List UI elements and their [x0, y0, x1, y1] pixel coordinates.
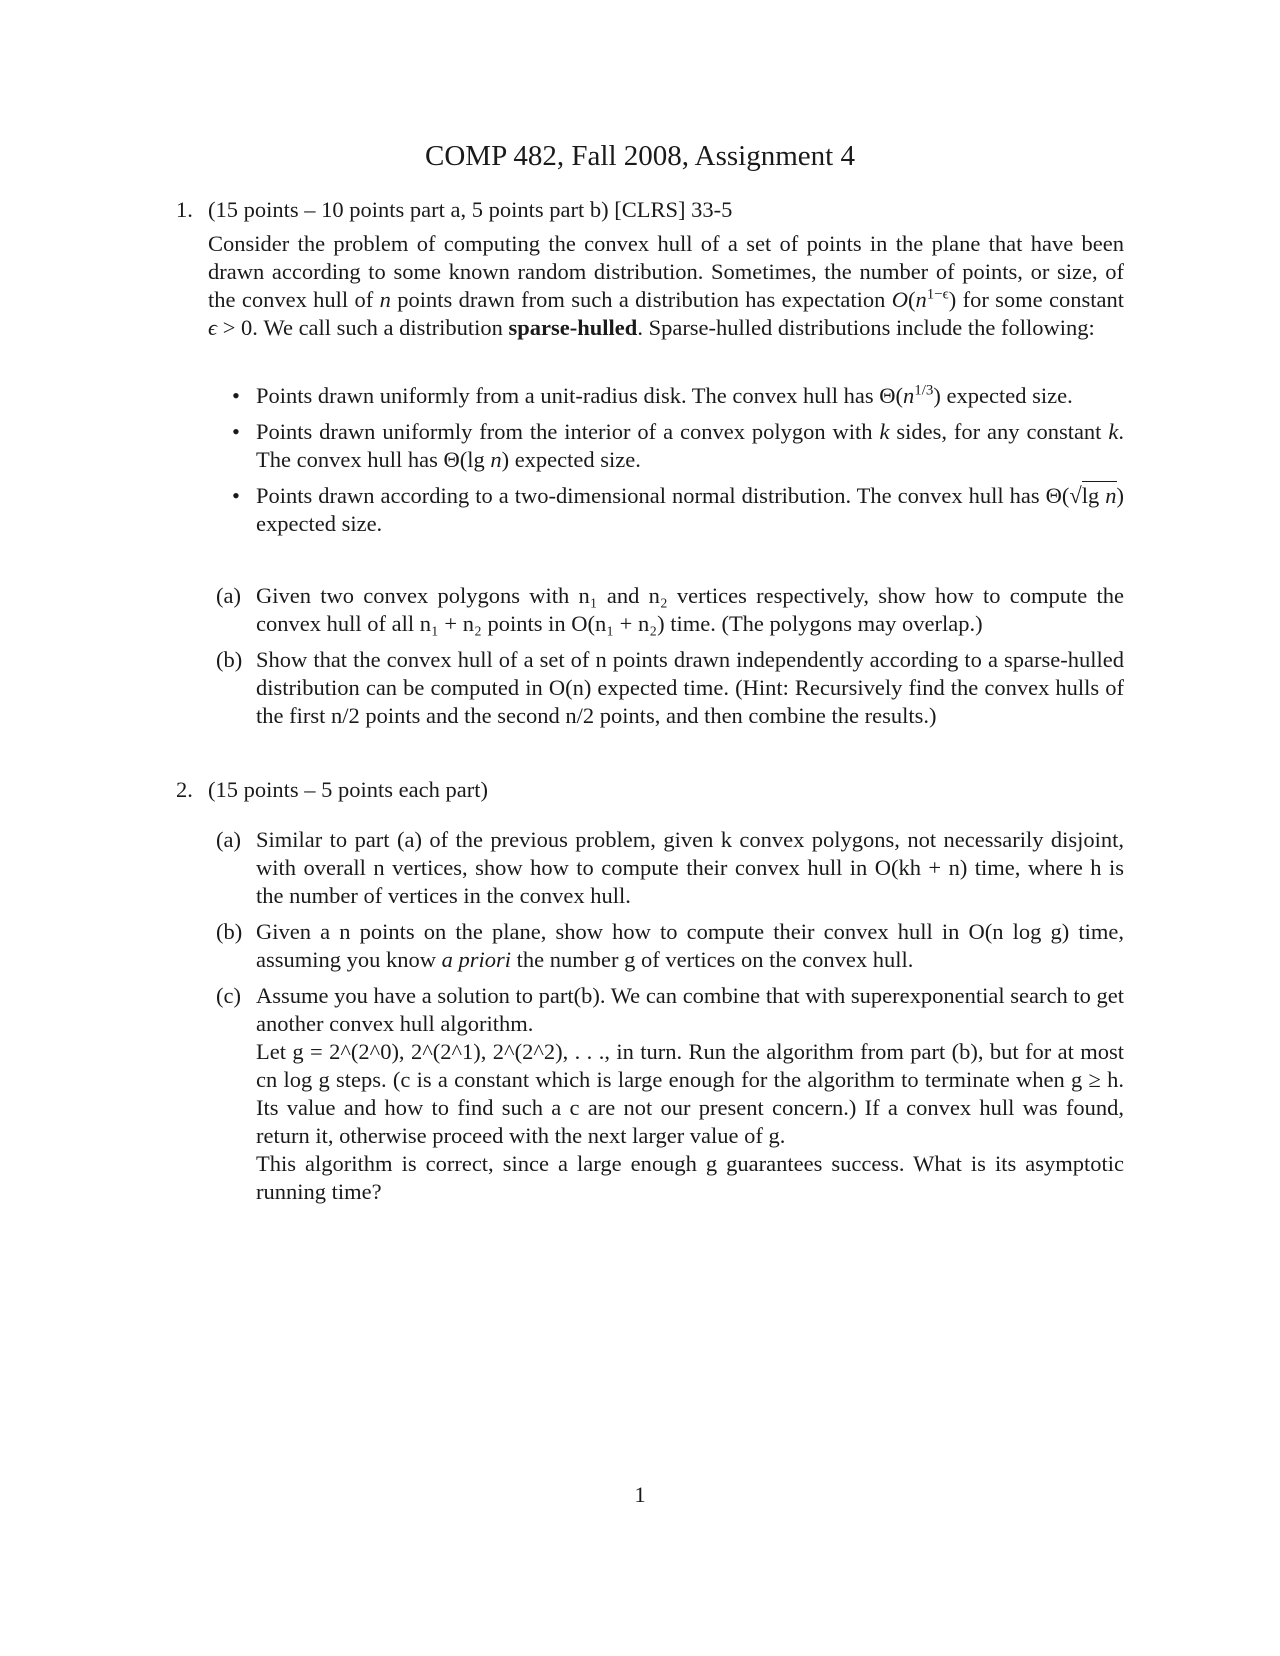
part-text: Similar to part (a) of the previous problem, given k convex polygons, not necessarily disjoint, with overall n vertices, show how to compute their convex hull in O(kh + n) time, where h is the number of vertices in the convex hull.: [256, 827, 1124, 908]
problem-header: (15 points – 10 points part a, 5 points part b) [CLRS] 33-5: [208, 197, 733, 222]
part-a: [216, 582, 1124, 638]
bullet-icon: •: [232, 419, 240, 444]
problem-number: 1.: [176, 197, 193, 222]
part-label: (b): [216, 647, 243, 672]
page-number: 1: [634, 1482, 646, 1507]
problem-header: (15 points – 5 points each part): [208, 777, 488, 802]
problem-1-parts: [216, 582, 1124, 738]
problem-2-parts: [216, 826, 1124, 1214]
part-label: (c): [216, 983, 241, 1008]
part-text: Show that the convex hull of a set of n points drawn independently according to a sparse-hulled distribution can be computed in O(n) expected time. (Hint: Recursively find the convex hulls of the first n/2 points and the second n/2 points, and then combine the results.): [256, 647, 1124, 728]
part-text: Given a n points on the plane, show how to compute their convex hull in O(n log g) time, assuming you know a priori the number g of vertices on the convex hull.: [256, 919, 1124, 972]
problem-number: 2.: [176, 777, 193, 802]
problem-intro: Consider the problem of computing the convex hull of a set of points in the plane that have been drawn according to some known random distribution. Sometimes, the number of points, or size, of the convex hull of n points drawn from such a distribution has expectation $O(n^{1-\epsilon})$ for some constant ϵ > 0. We call such a distribution sparse-hulled. Sparse-hulled distributions include the following:: [208, 231, 1124, 340]
list-item: • Points drawn according to a two-dimensional normal distribution. The convex hull has Θ(√lg n) expected size.: [232, 483, 1124, 536]
part-b: [216, 918, 1124, 974]
part-text: This algorithm is correct, since a large enough g guarantees success. What is its asymptotic running time?: [256, 1151, 1124, 1204]
part-text: Assume you have a solution to part(b). We can combine that with superexponential search to get another convex hull algorithm.: [256, 983, 1124, 1036]
document-title: COMP 482, Fall 2008, Assignment 4: [425, 140, 855, 172]
part-label: (a): [216, 583, 241, 608]
bullet-icon: •: [232, 483, 240, 508]
part-c: [216, 982, 1124, 1206]
bullet-icon: •: [232, 383, 240, 408]
distribution-list: [232, 382, 1124, 546]
part-text: Given two convex polygons with n₁ and n₂ vertices respectively, show how to compute the convex hull of all n₁ + n₂ points in O(n₁ + n₂) time. (The polygons may overlap.): [256, 583, 1124, 636]
part-text: Let g = 2^(2^0), 2^(2^1), 2^(2^2), . . ., in turn. Run the algorithm from part (b), but for at most cn log g steps. (c is a constant which is large enough for the algorithm to terminate when g ≥ h. Its value and how to find such a c are not our present concern.) If a convex hull was found, return it, otherwise proceed with the next larger value of g.: [256, 1039, 1124, 1148]
list-item: • Points drawn uniformly from the interior of a convex polygon with k sides, for any constant k. The convex hull has Θ(lg n) expected size.: [232, 419, 1124, 472]
part-a: [216, 826, 1124, 910]
part-label: (b): [216, 919, 243, 944]
list-item: • Points drawn uniformly from a unit-radius disk. The convex hull has $\Theta(n^{1/3})$ expected size.: [232, 382, 1073, 408]
part-b: [216, 646, 1124, 730]
part-label: (a): [216, 827, 241, 852]
term-sparse-hulled: sparse-hulled: [508, 315, 638, 340]
